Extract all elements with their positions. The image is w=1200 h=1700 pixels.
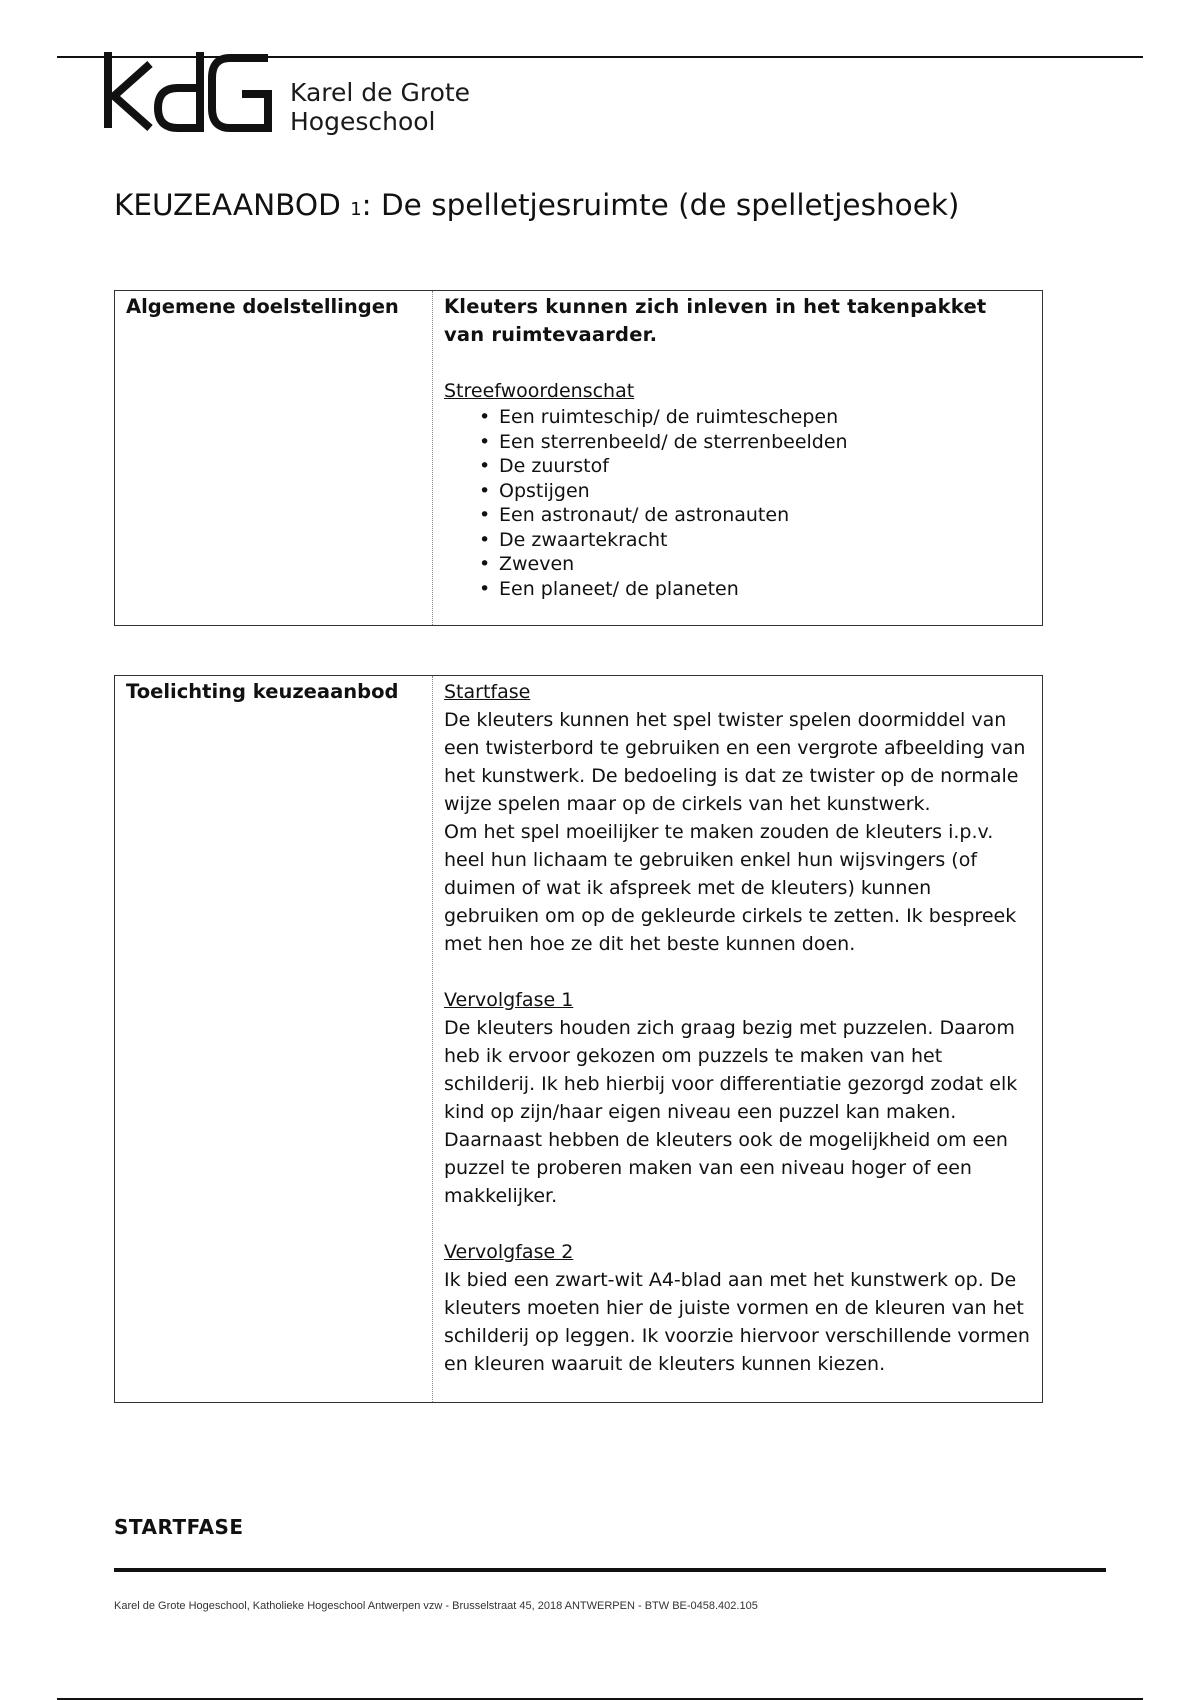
footer-text: Karel de Grote Hogeschool, Katholieke Hogeschool Antwerpen vzw - Brusselstraat 45, 2018 ANTWERPEN - BTW BE-0458.402.105 xyxy=(114,1600,758,1612)
title-prefix: KEUZEAANBOD xyxy=(114,188,351,222)
goals-row xyxy=(115,291,1043,626)
explanation-content xyxy=(433,676,1043,1403)
phase2-text: Ik bied een zwart-wit A4-blad aan met het kunstwerk op. De kleuters moeten hier de juiste vormen en de kleuren van het schilderij op leggen. Ik voorzie hiervoor verschillende vormen en kleuren waaruit de kleuters kunnen kiezen. xyxy=(444,1269,1030,1375)
explanation-row xyxy=(115,676,1043,1403)
logo-wordmark xyxy=(290,78,470,136)
vocab-heading: Streefwoordenschat xyxy=(444,380,635,402)
goal-statement: Kleuters kunnen zich inleven in het takenpakket van ruimtevaarder. xyxy=(444,295,987,346)
goals-label: Algemene doelstellingen xyxy=(115,291,433,626)
page-title xyxy=(114,188,959,222)
vocab-item: • Zweven xyxy=(499,552,1030,577)
goals-content xyxy=(433,291,1043,626)
start-heading: Startfase xyxy=(444,681,531,703)
title-number: 1 xyxy=(350,199,362,220)
vocab-item: • De zuurstof xyxy=(499,454,1030,479)
vocab-item: • Opstijgen xyxy=(499,479,1030,504)
phase1-heading: Vervolgfase 1 xyxy=(444,989,574,1011)
phase1-text: De kleuters houden zich graag bezig met puzzelen. Daarom heb ik ervoor gekozen om puzzels te maken van het schilderij. Ik heb hierbij voor differentiatie gezorgd zodat elk kind op zijn/haar eigen niveau een puzzel kan maken. Daarnaast hebben de kleuters ook de mogelijkheid om een puzzel te proberen maken van een niveau hoger of een makkelijker. xyxy=(444,1017,1018,1207)
vocab-item: • De zwaartekracht xyxy=(499,528,1030,553)
vocab-item: • Een ruimteschip/ de ruimteschepen xyxy=(499,405,1030,430)
goals-table xyxy=(114,290,1043,626)
phase2-heading: Vervolgfase 2 xyxy=(444,1241,574,1263)
title-rest: : De spelletjesruimte (de spelletjeshoek) xyxy=(361,188,960,222)
section-heading: STARTFASE xyxy=(114,1515,244,1539)
kdg-logo xyxy=(100,46,500,136)
explanation-label: Toelichting keuzeaanbod xyxy=(115,676,433,1403)
vocab-list xyxy=(444,405,1030,601)
vocab-item: • Een planeet/ de planeten xyxy=(499,577,1030,602)
logo-line-1: Karel de Grote xyxy=(290,78,471,107)
footer-rule xyxy=(114,1568,1106,1572)
vocab-item: • Een astronaut/ de astronauten xyxy=(499,503,1030,528)
logo-line-2: Hogeschool xyxy=(290,107,436,136)
start-text-1: De kleuters kunnen het spel twister spelen doormiddel van een twisterbord te gebruiken en een vergrote afbeelding van het kunstwerk. De bedoeling is dat ze twister op de normale wijze spelen maar op de cirkels van het kunstwerk. xyxy=(444,709,1026,815)
vocab-item: • Een sterrenbeeld/ de sterrenbeelden xyxy=(499,430,1030,455)
explanation-table xyxy=(114,675,1043,1403)
start-text-2: Om het spel moeilijker te maken zouden de kleuters i.p.v. heel hun lichaam te gebruiken enkel hun wijsvingers (of duimen of wat ik afspreek met de kleuters) kunnen gebruiken om op de gekleurde cirkels te zetten. Ik bespreek met hen hoe ze dit het beste kunnen doen. xyxy=(444,821,1017,955)
kdg-logo-mark xyxy=(100,46,275,132)
